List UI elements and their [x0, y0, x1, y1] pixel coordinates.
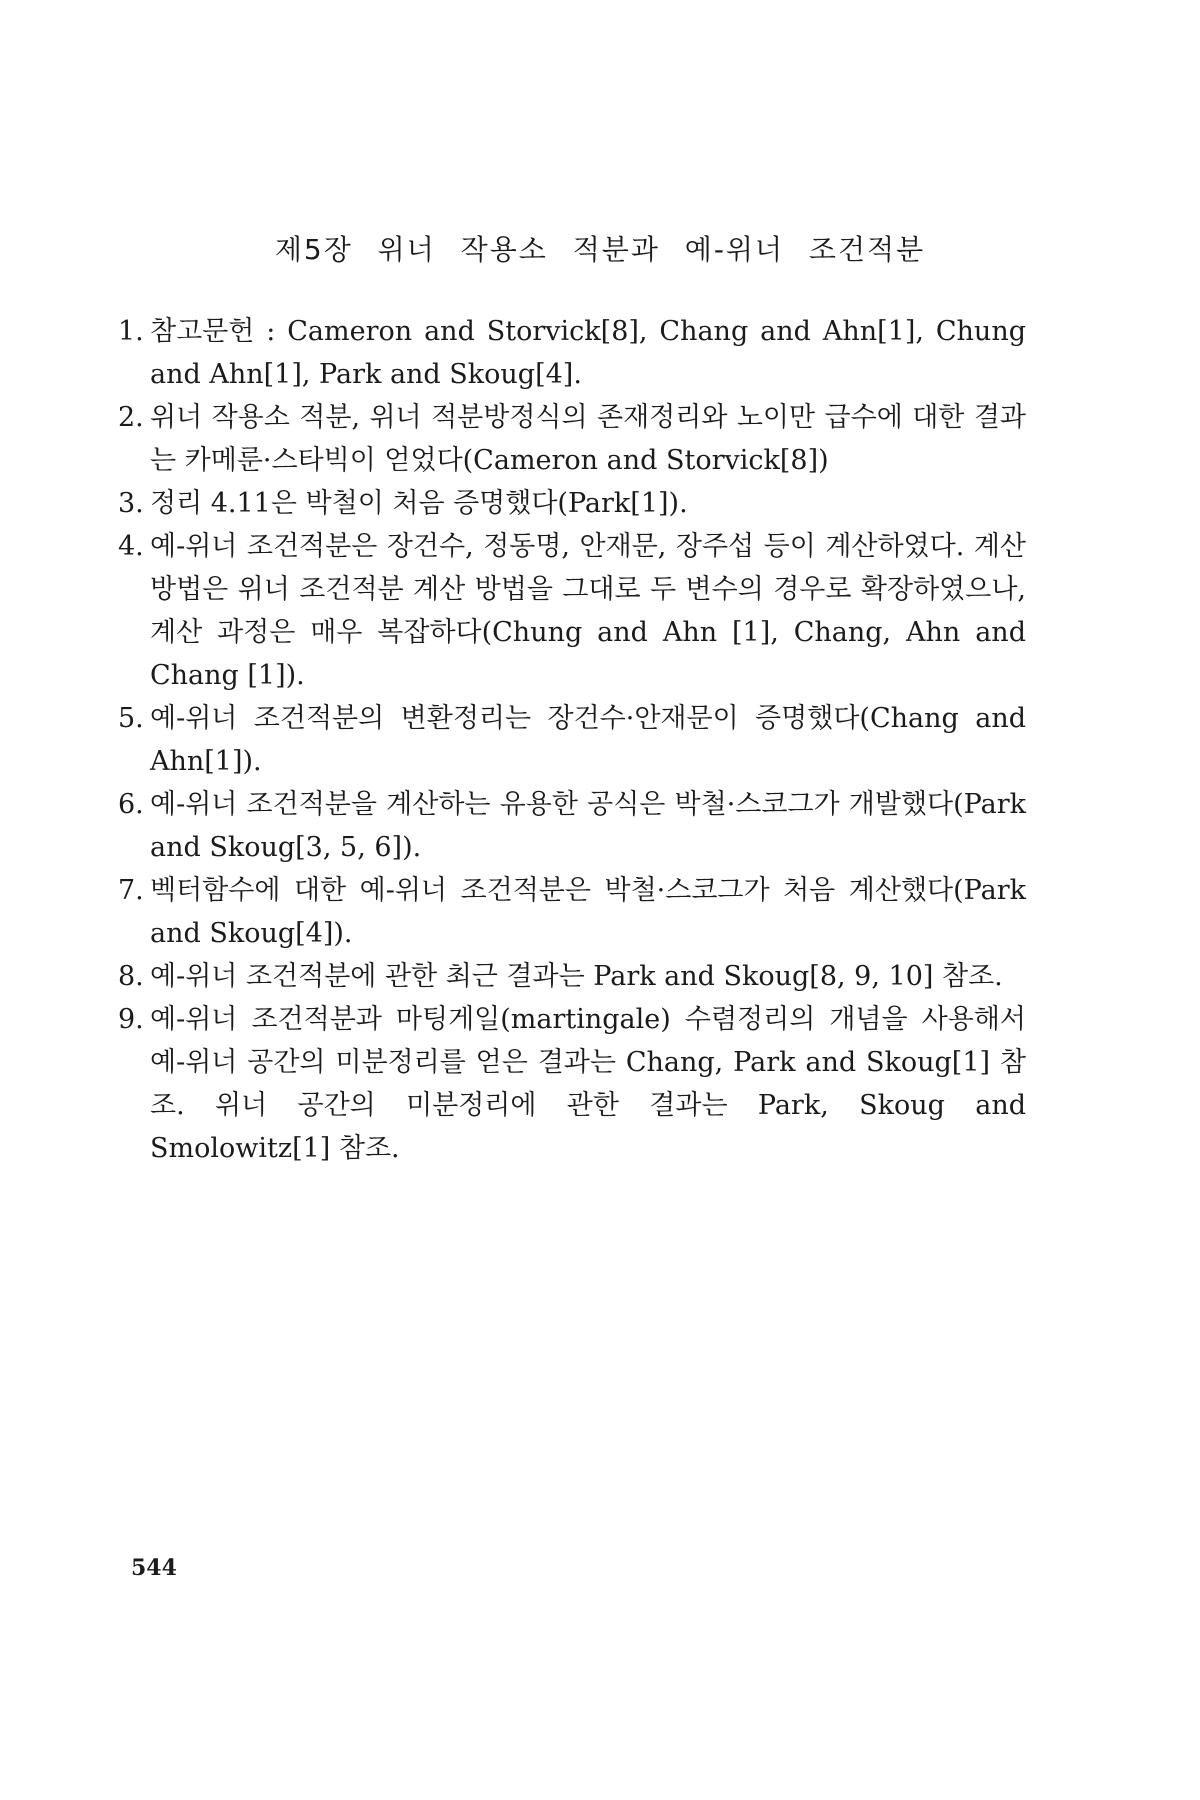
- note-text: 예-위너 조건적분을 계산하는 유용한 공식은 박철·스코그가 개발했다(Park and Skoug[3, 5, 6]).: [150, 789, 1026, 863]
- note-text: 예-위너 조건적분과 마팅게일(martingale) 수렴정리의 개념을 사용해서 예-위너 공간의 미분정리를 얻은 결과는 Chang, Park and Skoug[1] 참조. 위너 공간의 미분정리에 관한 결과는 Park, Skoug and Smolowitz[1] 참조.: [150, 1004, 1026, 1164]
- note-number: 2.: [118, 402, 144, 433]
- note-item: [118, 869, 1026, 955]
- note-item: [118, 998, 1026, 1170]
- note-item: [118, 525, 1026, 697]
- note-number: 1.: [118, 316, 144, 347]
- note-item: [118, 396, 1026, 482]
- note-text: 예-위너 조건적분은 장건수, 정동명, 안재문, 장주섭 등이 계산하였다. 계산 방법은 위너 조건적분 계산 방법을 그대로 두 변수의 경우로 확장하였으나, 계산 과정은 매우 복잡하다(Chung and Ahn [1], Chang, Ahn and Chang [1]).: [150, 531, 1026, 691]
- note-number: 6.: [118, 789, 144, 820]
- note-item: [118, 697, 1026, 783]
- page-number: 544: [131, 1555, 177, 1581]
- note-number: 7.: [118, 875, 144, 906]
- note-item: [118, 310, 1026, 396]
- note-number: 4.: [118, 531, 144, 562]
- note-number: 3.: [118, 488, 144, 519]
- note-number: 8.: [118, 961, 144, 992]
- note-text: 위너 작용소 적분, 위너 적분방정식의 존재정리와 노이만 급수에 대한 결과는 카메룬·스타빅이 얻었다(Cameron and Storvick[8]): [150, 402, 1026, 476]
- note-text: 참고문헌 : Cameron and Storvick[8], Chang and Ahn[1], Chung and Ahn[1], Park and Skoug[4].: [150, 316, 1026, 390]
- note-text: 예-위너 조건적분의 변환정리는 장건수·안재문이 증명했다(Chang and Ahn[1]).: [150, 703, 1026, 777]
- note-text: 벡터함수에 대한 예-위너 조건적분은 박철·스코그가 처음 계산했다(Park and Skoug[4]).: [150, 875, 1026, 949]
- note-text: 예-위너 조건적분에 관한 최근 결과는 Park and Skoug[8, 9, 10] 참조.: [150, 961, 1003, 992]
- note-number: 5.: [118, 703, 144, 734]
- note-item: [118, 955, 1026, 998]
- note-item: [118, 783, 1026, 869]
- notes-list: [118, 310, 1026, 1170]
- chapter-title: 제5장 위너 작용소 적분과 예-위너 조건적분: [274, 233, 926, 266]
- note-text: 정리 4.11은 박철이 처음 증명했다(Park[1]).: [150, 488, 688, 519]
- note-item: [118, 482, 1026, 525]
- note-number: 9.: [118, 1004, 144, 1035]
